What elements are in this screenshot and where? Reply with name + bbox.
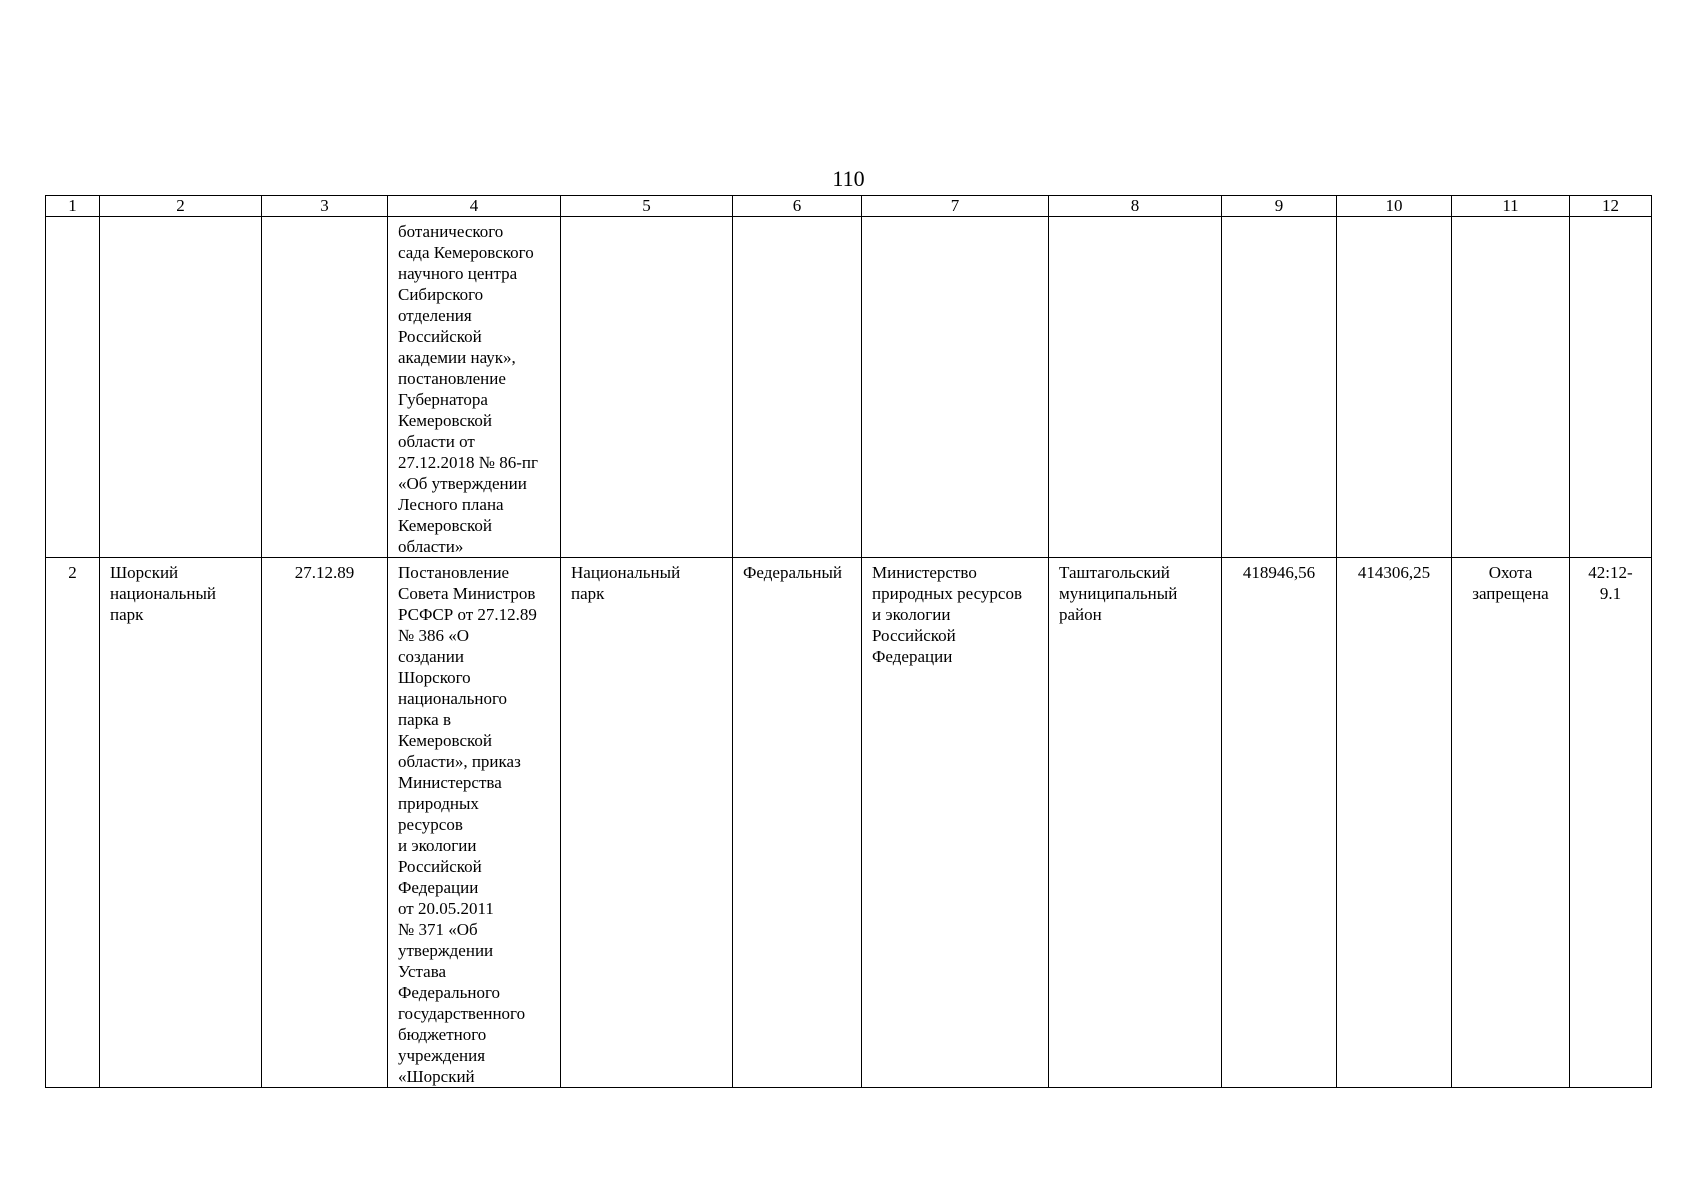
cell-legal-basis: ботанического сада Кемеровского научного центра Сибирского отделения Российской академии наук», постановление Губернатора Кемеровской области от 27.12.2018 № 86-пг «Об утверждении Лесного плана Кемеровской области» — [388, 217, 561, 558]
cell-name — [100, 217, 262, 558]
cell-forest-area: 414306,25 — [1337, 558, 1452, 1088]
cell-category: Национальный парк — [561, 558, 733, 1088]
cell-date — [262, 217, 388, 558]
cell-forest-area — [1337, 217, 1452, 558]
cell-hunting-regime: Охота запрещена — [1452, 558, 1570, 1088]
column-header-1: 1 — [46, 196, 100, 217]
cell-number: 2 — [46, 558, 100, 1088]
protected-areas-table — [45, 195, 1652, 1088]
cell-significance: Федеральный — [733, 558, 862, 1088]
cell-name: Шорский национальный парк — [100, 558, 262, 1088]
cell-legal-basis: Постановление Совета Министров РСФСР от 27.12.89 № 386 «О создании Шорского национального парка в Кемеровской области», приказ Министерства природных ресурсов и экологии Российской Федерации от 20.05.2011 № 371 «Об утверждении Устава Федерального государственного бюджетного учреждения «Шорский — [388, 558, 561, 1088]
column-header-2: 2 — [100, 196, 262, 217]
cell-code — [1570, 217, 1652, 558]
column-number-row — [46, 196, 1652, 217]
column-header-11: 11 — [1452, 196, 1570, 217]
cell-number — [46, 217, 100, 558]
column-header-4: 4 — [388, 196, 561, 217]
cell-location: Таштагольский муниципальный район — [1049, 558, 1222, 1088]
cell-category — [561, 217, 733, 558]
column-header-12: 12 — [1570, 196, 1652, 217]
column-header-7: 7 — [862, 196, 1049, 217]
page-number: 110 — [832, 166, 865, 191]
column-header-6: 6 — [733, 196, 862, 217]
cell-significance — [733, 217, 862, 558]
cell-code: 42:12- 9.1 — [1570, 558, 1652, 1088]
table-row-continuation — [46, 217, 1652, 558]
cell-authority — [862, 217, 1049, 558]
cell-total-area — [1222, 217, 1337, 558]
cell-hunting-regime — [1452, 217, 1570, 558]
cell-total-area: 418946,56 — [1222, 558, 1337, 1088]
column-header-8: 8 — [1049, 196, 1222, 217]
column-header-3: 3 — [262, 196, 388, 217]
cell-location — [1049, 217, 1222, 558]
column-header-5: 5 — [561, 196, 733, 217]
cell-date: 27.12.89 — [262, 558, 388, 1088]
column-header-9: 9 — [1222, 196, 1337, 217]
table-row-shorsky-park — [46, 558, 1652, 1088]
column-header-10: 10 — [1337, 196, 1452, 217]
cell-authority: Министерство природных ресурсов и экологии Российской Федерации — [862, 558, 1049, 1088]
